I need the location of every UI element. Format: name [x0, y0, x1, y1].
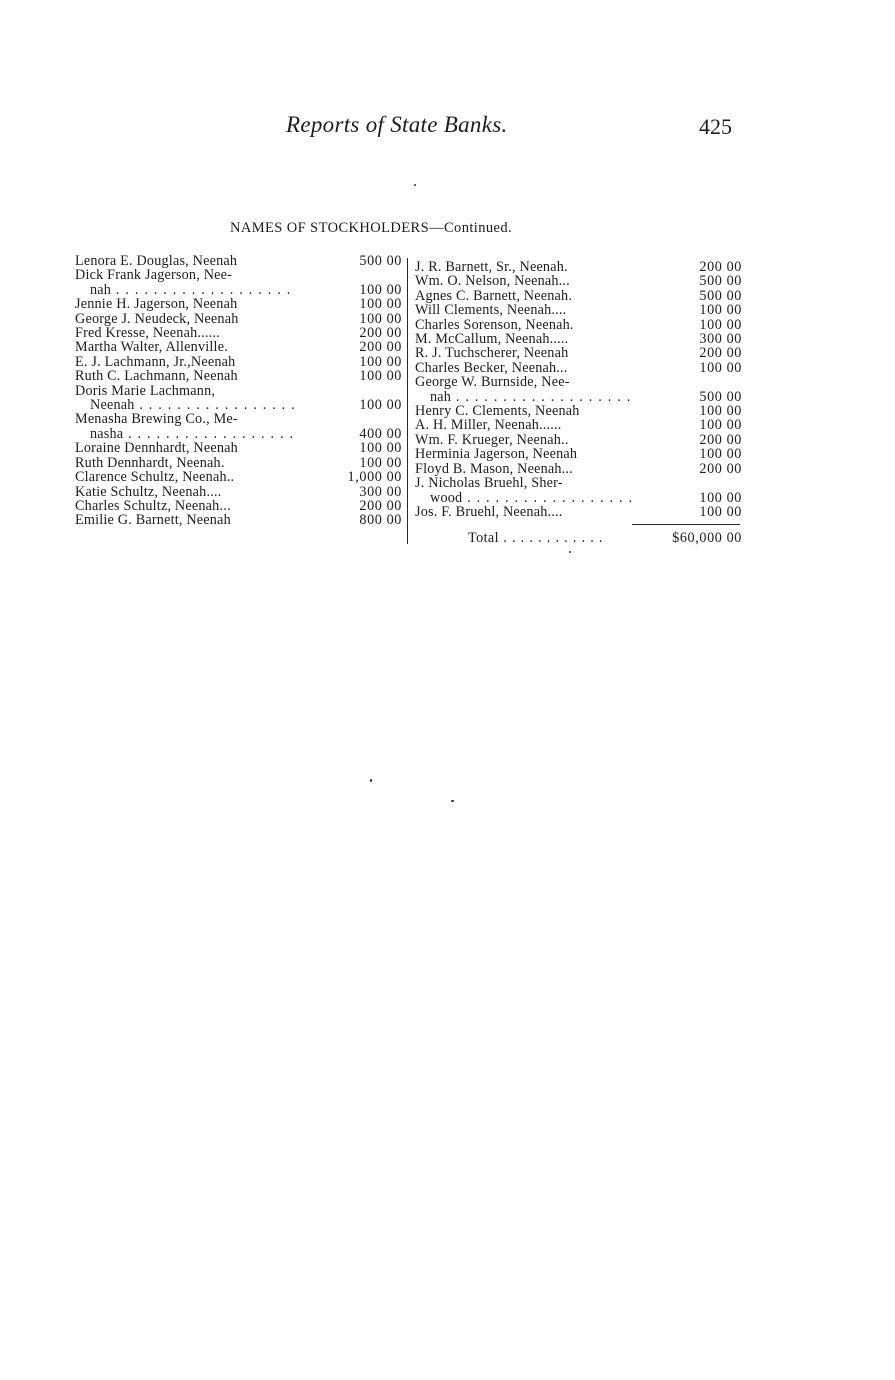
stockholder-amount: 500 00 — [699, 287, 742, 304]
stockholders-right-column — [415, 260, 742, 519]
stockholder-row — [75, 384, 402, 398]
stockholder-name: Floyd B. Mason, Neenah... — [415, 461, 573, 477]
stockholder-name: Charles Becker, Neenah... — [415, 360, 568, 376]
stockholder-row — [75, 427, 402, 441]
stockholder-name: Jos. F. Bruehl, Neenah.... — [415, 504, 563, 520]
stockholder-row — [75, 412, 402, 426]
stockholder-name: George W. Burnside, Nee- — [415, 375, 570, 390]
stockholder-row — [415, 346, 742, 360]
stockholder-name: Henry C. Clements, Neenah — [415, 404, 580, 419]
stockholder-row — [415, 303, 742, 317]
stockholder-name: Dick Frank Jagerson, Nee- — [75, 268, 233, 283]
stockholder-name: Herminia Jagerson, Neenah — [415, 447, 578, 462]
stockholder-row — [415, 375, 742, 389]
stockholder-row — [75, 456, 402, 470]
stockholder-row — [75, 340, 402, 354]
stockholder-name: Will Clements, Neenah.... — [415, 303, 567, 318]
stockholder-row — [75, 499, 402, 513]
stockholder-name: Ruth Dennhardt, Neenah. — [75, 455, 225, 471]
stockholder-name: nah . . . — [415, 390, 635, 404]
stockholder-amount: 100 00 — [359, 281, 402, 298]
stockholder-name: Neenah . . . — [75, 398, 295, 412]
stockholder-amount: 1,000 00 — [347, 469, 402, 486]
stockholder-amount: 500 00 — [359, 253, 402, 269]
stockholder-row — [415, 289, 742, 303]
stockholder-amount: 200 00 — [699, 460, 742, 477]
stockholder-name: M. McCallum, Neenah..... — [415, 332, 569, 347]
stockholder-name: Wm. F. Krueger, Neenah.. — [415, 432, 569, 448]
stockholder-amount: 200 00 — [359, 325, 402, 342]
stockholder-amount: 100 00 — [699, 489, 742, 506]
stockholder-row — [75, 326, 402, 340]
stockholder-amount: 500 00 — [699, 273, 742, 290]
stockholder-amount: 100 00 — [699, 503, 742, 520]
stockholder-row — [75, 441, 402, 455]
stockholder-amount: 100 00 — [699, 359, 742, 376]
stockholder-row — [75, 369, 402, 383]
stockholder-name: Katie Schultz, Neenah.... — [75, 484, 222, 499]
stockholder-amount: 100 00 — [359, 454, 402, 471]
stockholder-amount: 300 00 — [699, 331, 742, 348]
stockholder-row — [75, 398, 402, 412]
stockholder-name: J. Nicholas Bruehl, Sher- — [415, 476, 563, 491]
stockholder-name: Ruth C. Lachmann, Neenah — [75, 369, 238, 384]
stockholder-name: E. J. Lachmann, Jr.,Neenah — [75, 354, 236, 370]
total-label: Total . . . — [468, 530, 603, 547]
stockholder-amount: 100 00 — [699, 417, 742, 434]
stockholder-amount: 100 00 — [359, 440, 402, 457]
stockholder-row — [415, 260, 742, 274]
stockholder-row — [415, 274, 742, 288]
stockholder-name: Menasha Brewing Co., Me- — [75, 412, 238, 427]
stockholder-amount: 400 00 — [359, 425, 402, 442]
stockholder-name: Loraine Dennhardt, Neenah — [75, 441, 238, 456]
print-speck — [451, 800, 454, 802]
stockholder-row — [75, 470, 402, 484]
stockholder-row — [415, 332, 742, 346]
total-value: $60,000 00 — [672, 530, 742, 546]
total-row — [468, 530, 742, 547]
stockholder-amount: 500 00 — [699, 388, 742, 405]
stockholder-amount: 100 00 — [359, 397, 402, 414]
stockholder-row — [75, 254, 402, 268]
stockholder-name: Fred Kresse, Neenah...... — [75, 326, 220, 341]
stockholder-name: R. J. Tuchscherer, Neenah — [415, 346, 569, 361]
stockholder-row — [75, 297, 402, 311]
stockholder-row — [75, 355, 402, 369]
stockholder-row — [415, 476, 742, 490]
running-head: Reports of State Banks. — [286, 112, 508, 137]
stockholder-row — [415, 447, 742, 461]
stockholder-name: Agnes C. Barnett, Neenah. — [415, 288, 573, 304]
stockholder-name: Jennie H. Jagerson, Neenah — [75, 297, 238, 312]
stockholder-name: wood . . . — [415, 491, 635, 505]
stockholder-name: George J. Neudeck, Neenah — [75, 311, 239, 327]
stockholder-name: Wm. O. Nelson, Neenah... — [415, 274, 570, 289]
stockholder-row — [75, 268, 402, 282]
stockholder-name: J. R. Barnett, Sr., Neenah. — [415, 260, 568, 275]
stockholder-amount: 800 00 — [359, 512, 402, 529]
stockholder-amount: 200 00 — [359, 339, 402, 356]
stockholder-name: Martha Walter, Allenville. — [75, 340, 228, 355]
column-divider — [407, 258, 408, 544]
print-speck — [414, 184, 416, 186]
stockholder-amount: 100 00 — [699, 446, 742, 463]
stockholder-name: Emilie G. Barnett, Neenah — [75, 513, 231, 528]
stockholder-name: Doris Marie Lachmann, — [75, 383, 216, 399]
stockholder-row — [415, 491, 742, 505]
stockholder-amount: 100 00 — [359, 368, 402, 385]
stockholder-name: Lenora E. Douglas, Neenah — [75, 254, 238, 269]
stockholder-amount: 300 00 — [359, 483, 402, 500]
print-speck — [370, 779, 372, 782]
stockholder-name: Charles Sorenson, Neenah. — [415, 317, 574, 333]
stockholder-name: Charles Schultz, Neenah... — [75, 498, 231, 514]
stockholder-amount: 100 00 — [359, 353, 402, 370]
stockholder-amount: 100 00 — [699, 403, 742, 420]
stockholder-name: A. H. Miller, Neenah...... — [415, 418, 562, 433]
stockholder-row — [415, 404, 742, 418]
stockholder-amount: 200 00 — [359, 497, 402, 514]
stockholder-name: nasha . . . — [75, 427, 295, 441]
stockholder-amount: 100 00 — [699, 316, 742, 333]
stockholder-row — [75, 513, 402, 527]
stockholder-amount: 200 00 — [699, 431, 742, 448]
total-rule — [632, 524, 740, 525]
stockholder-row — [75, 283, 402, 297]
section-title: NAMES OF STOCKHOLDERS—Continued. — [230, 220, 513, 236]
stockholder-row — [415, 433, 742, 447]
stockholder-row — [415, 505, 742, 519]
stockholder-amount: 100 00 — [359, 296, 402, 313]
stockholder-row — [415, 418, 742, 432]
stockholder-row — [415, 361, 742, 375]
stockholder-amount: 100 00 — [699, 302, 742, 319]
stockholder-amount: 100 00 — [359, 310, 402, 327]
stockholder-row — [415, 318, 742, 332]
stockholders-left-column — [75, 254, 402, 528]
stockholder-row — [75, 312, 402, 326]
stockholder-row — [75, 485, 402, 499]
print-speck — [569, 551, 571, 553]
stockholder-amount: 200 00 — [699, 345, 742, 362]
stockholder-row — [415, 462, 742, 476]
stockholder-name: Clarence Schultz, Neenah.. — [75, 470, 235, 485]
stockholder-amount: 200 00 — [699, 259, 742, 275]
stockholder-name: nah . . . — [75, 283, 295, 297]
stockholder-row — [415, 390, 742, 404]
page-number: 425 — [699, 114, 732, 139]
